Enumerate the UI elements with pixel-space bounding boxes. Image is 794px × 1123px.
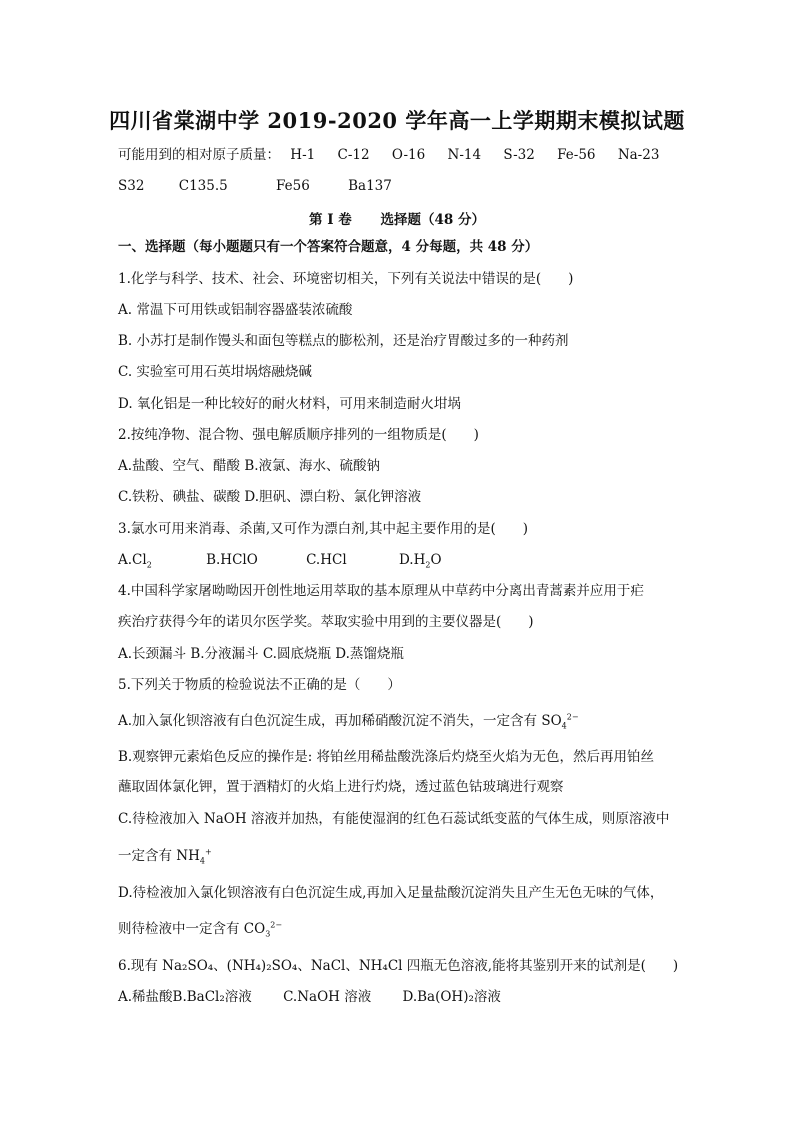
mass-fe: Fe-56 bbox=[557, 147, 596, 163]
q3-option-d: $D.H_2O$ bbox=[398, 552, 442, 570]
mass-c: C-12 bbox=[337, 147, 370, 163]
q4-stem-line-1: 4.中国科学家屠呦呦因开创性地运用萃取的基本原理从中草药中分离出青蒿素并应用于疟 bbox=[118, 583, 644, 599]
mass-o: O-16 bbox=[391, 147, 426, 163]
mass-na: Na-23 bbox=[617, 147, 660, 163]
mass-ba: Ba137 bbox=[348, 178, 392, 194]
q2-stem: 2.按纯净物、混合物、强电解质顺序排列的一组物质是( ) bbox=[118, 427, 479, 443]
q1-option-d: D. 氧化铝是一种比较好的耐火材料，可用来制造耐火坩埚 bbox=[118, 396, 461, 412]
q6-stem: 6.现有 Na₂SO₄、(NH₄)₂SO₄、NaCl、NH₄Cl 四瓶无色溶液,能将其鉴别开来的试剂是( ) bbox=[118, 958, 679, 974]
q5-option-c-line-2: 一定含有 $NH_4^+$ bbox=[118, 847, 212, 866]
q3-stem: 3.氯水可用来消毒、杀菌,又可作为漂白剂,其中起主要作用的是( ) bbox=[118, 521, 528, 537]
instruction: 一、选择题（每小题题只有一个答案符合题意，4 分每题，共 48 分） bbox=[118, 239, 539, 255]
q4-stem-line-2: 疾治疗获得今年的诺贝尔医学奖。萃取实验中用到的主要仪器是( ) bbox=[118, 614, 534, 630]
q5-option-d-line-1: D.待检液加入氯化钡溶液有白色沉淀生成,再加入足量盐酸沉淀消失且产生无色无味的气体， bbox=[118, 885, 664, 901]
q5-option-d-line-2: 则待检液中一定含有 $CO_3^{2-}$ bbox=[118, 920, 283, 939]
q1-option-a: A. 常温下可用铁或铝制容器盛装浓硫酸 bbox=[118, 302, 353, 318]
atomic-mass-line-1: 可能用到的相对原子质量： H-1 C-12 O-16 N-14 S-32 Fe-56 Na-23 bbox=[118, 147, 660, 163]
q1-stem: 1.化学与科学、技术、社会、环境密切相关，下列有关说法中错误的是( ) bbox=[118, 271, 574, 287]
mass-fe2: Fe56 bbox=[276, 178, 310, 194]
q5-stem: 5.下列关于物质的检验说法不正确的是（ ） bbox=[118, 677, 401, 693]
mass-s2: S32 bbox=[118, 178, 145, 194]
q3-options bbox=[118, 551, 442, 569]
q1-option-b: B. 小苏打是制作馒头和面包等糕点的膨松剂，还是治疗胃酸过多的一种药剂 bbox=[118, 333, 569, 349]
q4-options: A.长颈漏斗 B.分液漏斗 C.圆底烧瓶 D.蒸馏烧瓶 bbox=[118, 646, 404, 662]
q5-option-a: A.加入氯化钡溶液有白色沉淀生成，再加稀硝酸沉淀不消失，一定含有 $SO_4^{2-}$ bbox=[118, 712, 579, 731]
q3-option-b: B.HClO bbox=[206, 552, 258, 568]
mass-cl: C135.5 bbox=[178, 178, 228, 194]
mass-h: H-1 bbox=[290, 147, 316, 163]
q6-options: A.稀盐酸B.BaCl₂溶液 C.NaOH 溶液 D.Ba(OH)₂溶液 bbox=[118, 989, 501, 1005]
q5-option-c-line-1: C.待检液加入 NaOH 溶液并加热，有能使湿润的红色石蕊试纸变蓝的气体生成，则原溶液中 bbox=[118, 811, 670, 827]
exam-title: 四川省棠湖中学 2019-2020 学年高一上学期期末模拟试题 bbox=[109, 108, 685, 133]
q3-option-c: C.HCl bbox=[306, 552, 347, 568]
mass-n: N-14 bbox=[447, 147, 482, 163]
q5-option-b-line-2: 蘸取固体氯化钾，置于酒精灯的火焰上进行灼烧，透过蓝色钴玻璃进行观察 bbox=[118, 779, 564, 795]
q1-option-c: C. 实验室可用石英坩埚熔融烧碱 bbox=[118, 364, 312, 380]
q2-options-cd: C.铁粉、碘盐、碳酸 D.胆矾、漂白粉、氯化钾溶液 bbox=[118, 489, 422, 505]
q5-option-b-line-1: B.观察钾元素焰色反应的操作是: 将铂丝用稀盐酸洗涤后灼烧至火焰为无色，然后再用铂丝 bbox=[118, 749, 655, 765]
q3-option-a: $A.Cl_2$ bbox=[118, 552, 152, 570]
atomic-mass-line-2 bbox=[118, 177, 392, 195]
section-heading: 第 I 卷 选择题（48 分） bbox=[309, 212, 485, 228]
mass-s: S-32 bbox=[503, 147, 535, 163]
q2-options-ab: A.盐酸、空气、醋酸 B.液氯、海水、硫酸钠 bbox=[118, 458, 381, 474]
